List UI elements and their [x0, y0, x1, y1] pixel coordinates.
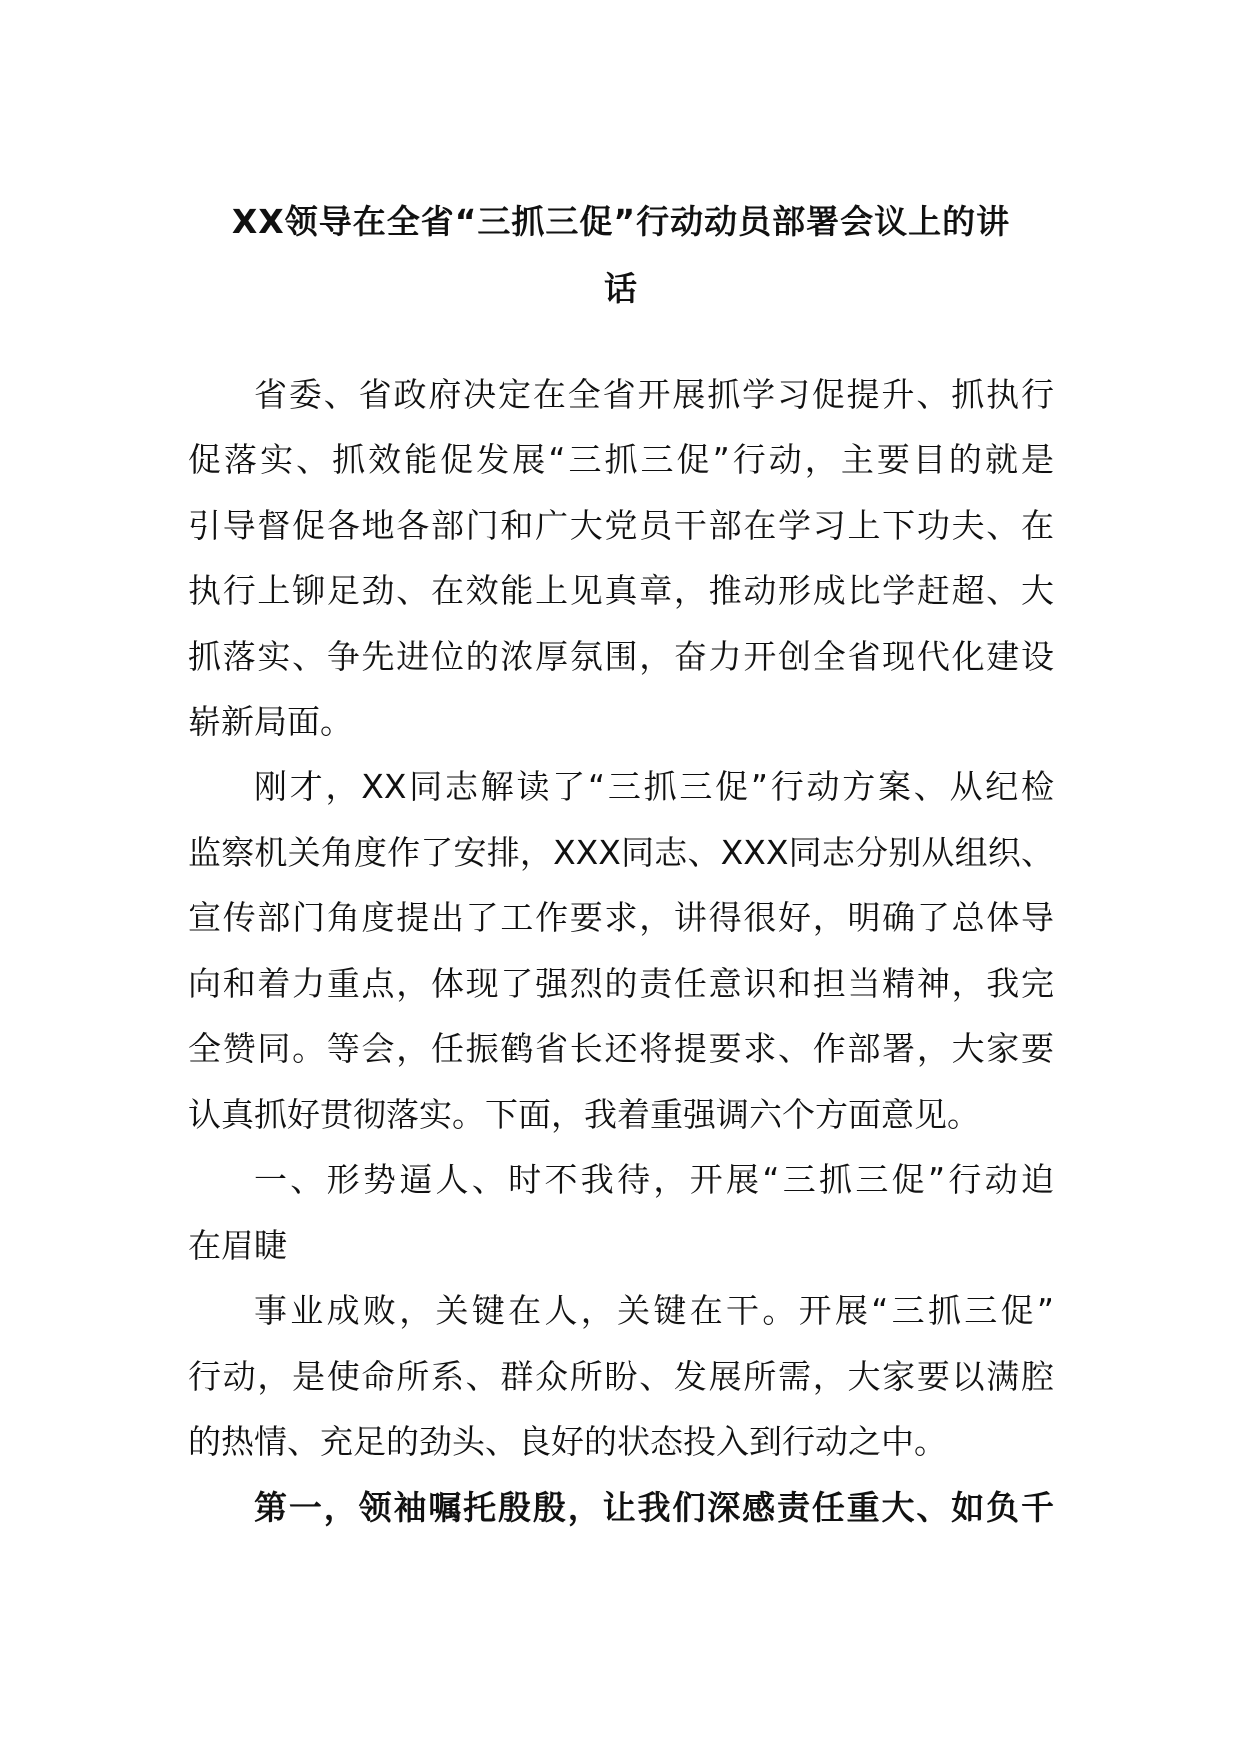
document-title-line-2: 话 — [604, 269, 638, 308]
paragraph-2-line-2: 监察机关角度作了安排，XXX同志、XXX同志分别从组织、 — [188, 833, 1054, 872]
paragraph-2-line-1: 刚才，XX同志解读了“三抓三促”行动方案、从纪检 — [254, 767, 1054, 806]
paragraph-2-line-5: 全赞同。等会，任振鹤省长还将提要求、作部署，大家要 — [188, 1029, 1054, 1068]
paragraph-2-line-3: 宣传部门角度提出了工作要求，讲得很好，明确了总体导 — [188, 898, 1054, 937]
paragraph-1-line-1: 省委、省政府决定在全省开展抓学习促提升、抓执行 — [254, 375, 1054, 414]
paragraph-1-line-4: 执行上铆足劲、在效能上见真章，推动形成比学赶超、大 — [188, 571, 1054, 610]
paragraph-1-line-6: 崭新局面。 — [188, 702, 353, 741]
paragraph-1-line-2: 促落实、抓效能促发展“三抓三促”行动，主要目的就是 — [188, 440, 1054, 479]
paragraph-2-line-4: 向和着力重点，体现了强烈的责任意识和担当精神，我完 — [188, 964, 1054, 1003]
section-heading-line-2: 在眉睫 — [188, 1226, 287, 1265]
paragraph-3-line-1: 事业成败，关键在人，关键在干。开展“三抓三促” — [254, 1291, 1054, 1330]
document-title-line-1: XX领导在全省“三抓三促”行动动员部署会议上的讲 — [231, 202, 1011, 241]
paragraph-1-line-3: 引导督促各地各部门和广大党员干部在学习上下功夫、在 — [188, 506, 1054, 545]
paragraph-3-line-3: 的热情、充足的劲头、良好的状态投入到行动之中。 — [188, 1422, 947, 1461]
paragraph-3-line-2: 行动，是使命所系、群众所盼、发展所需，大家要以满腔 — [188, 1357, 1054, 1396]
subheading-line-1: 第一，领袖嘱托殷殷，让我们深感责任重大、如负千 — [254, 1488, 1054, 1527]
paragraph-1-line-5: 抓落实、争先进位的浓厚氛围，奋力开创全省现代化建设 — [188, 637, 1054, 676]
section-heading-line-1: 一、形势逼人、时不我待，开展“三抓三促”行动迫 — [254, 1160, 1054, 1199]
paragraph-2-line-6: 认真抓好贯彻落实。下面，我着重强调六个方面意见。 — [188, 1095, 980, 1134]
